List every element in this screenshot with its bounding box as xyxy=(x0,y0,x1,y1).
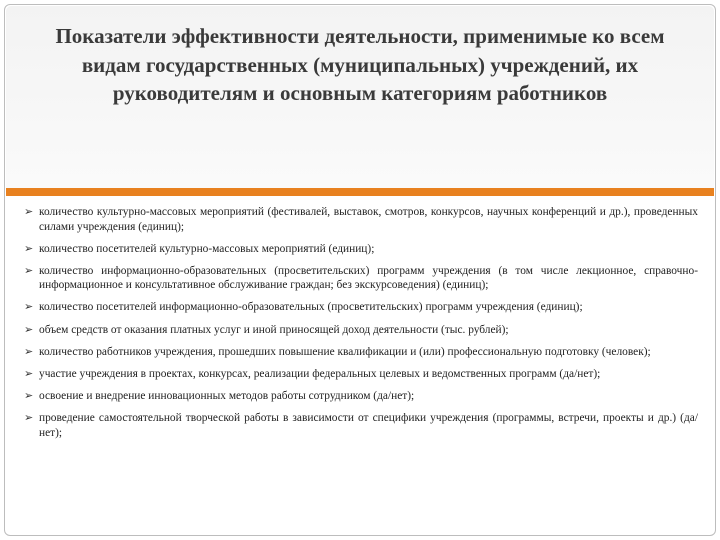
list-item-text: проведение самостоятельной творческой работы в зависимости от специфики учреждения (программы, встречи, проекты и др.) (да/нет); xyxy=(39,411,698,439)
indicator-list xyxy=(24,205,698,448)
list-item xyxy=(24,205,698,234)
arrow-right-icon: ➢ xyxy=(24,263,34,277)
list-item-text: количество работников учреждения, прошедших повышение квалификации и (или) профессиональную подготовку (человек); xyxy=(39,345,651,358)
list-item xyxy=(24,323,698,338)
arrow-right-icon: ➢ xyxy=(24,410,34,424)
arrow-right-icon: ➢ xyxy=(24,241,34,255)
list-item xyxy=(24,389,698,404)
list-item xyxy=(24,367,698,382)
list-item xyxy=(24,300,698,315)
arrow-right-icon: ➢ xyxy=(24,205,34,218)
arrow-right-icon: ➢ xyxy=(24,322,34,336)
accent-divider xyxy=(6,188,714,196)
arrow-right-icon: ➢ xyxy=(24,344,34,358)
list-item xyxy=(24,264,698,293)
list-item-text: количество информационно-образовательных (просветительских) программ учреждения (в том числе лекционное, справочно-информационное и консультативное обслуживание граждан; без экскурсоведения) (единиц); xyxy=(39,264,698,292)
arrow-right-icon: ➢ xyxy=(24,366,34,380)
title-area xyxy=(6,6,714,188)
list-item-text: участие учреждения в проектах, конкурсах, реализации федеральных целевых и ведомственных программ (да/нет); xyxy=(39,367,601,380)
slide-title: Показатели эффективности деятельности, применимые ко всем видам государственных (муниципальных) учреждений, их руководителям и основным категориям работников xyxy=(55,24,665,105)
list-item xyxy=(24,242,698,257)
list-item-text: количество посетителей культурно-массовых мероприятий (единиц); xyxy=(39,242,375,255)
arrow-right-icon: ➢ xyxy=(24,300,34,314)
list-item-text: количество культурно-массовых мероприятий (фестивалей, выставок, смотров, конкурсов, научных конференций и др.), проведенных силами учреждения (единиц); xyxy=(39,206,698,233)
list-item-text: освоение и внедрение инновационных методов работы сотрудником (да/нет); xyxy=(39,389,415,402)
arrow-right-icon: ➢ xyxy=(24,388,34,402)
list-item-text: объем средств от оказания платных услуг и иной приносящей доход деятельности (тыс. рублей); xyxy=(39,323,509,336)
list-item xyxy=(24,345,698,360)
list-item-text: количество посетителей информационно-образовательных (просветительских) программ учреждения (единиц); xyxy=(39,301,583,314)
list-item xyxy=(24,411,698,440)
